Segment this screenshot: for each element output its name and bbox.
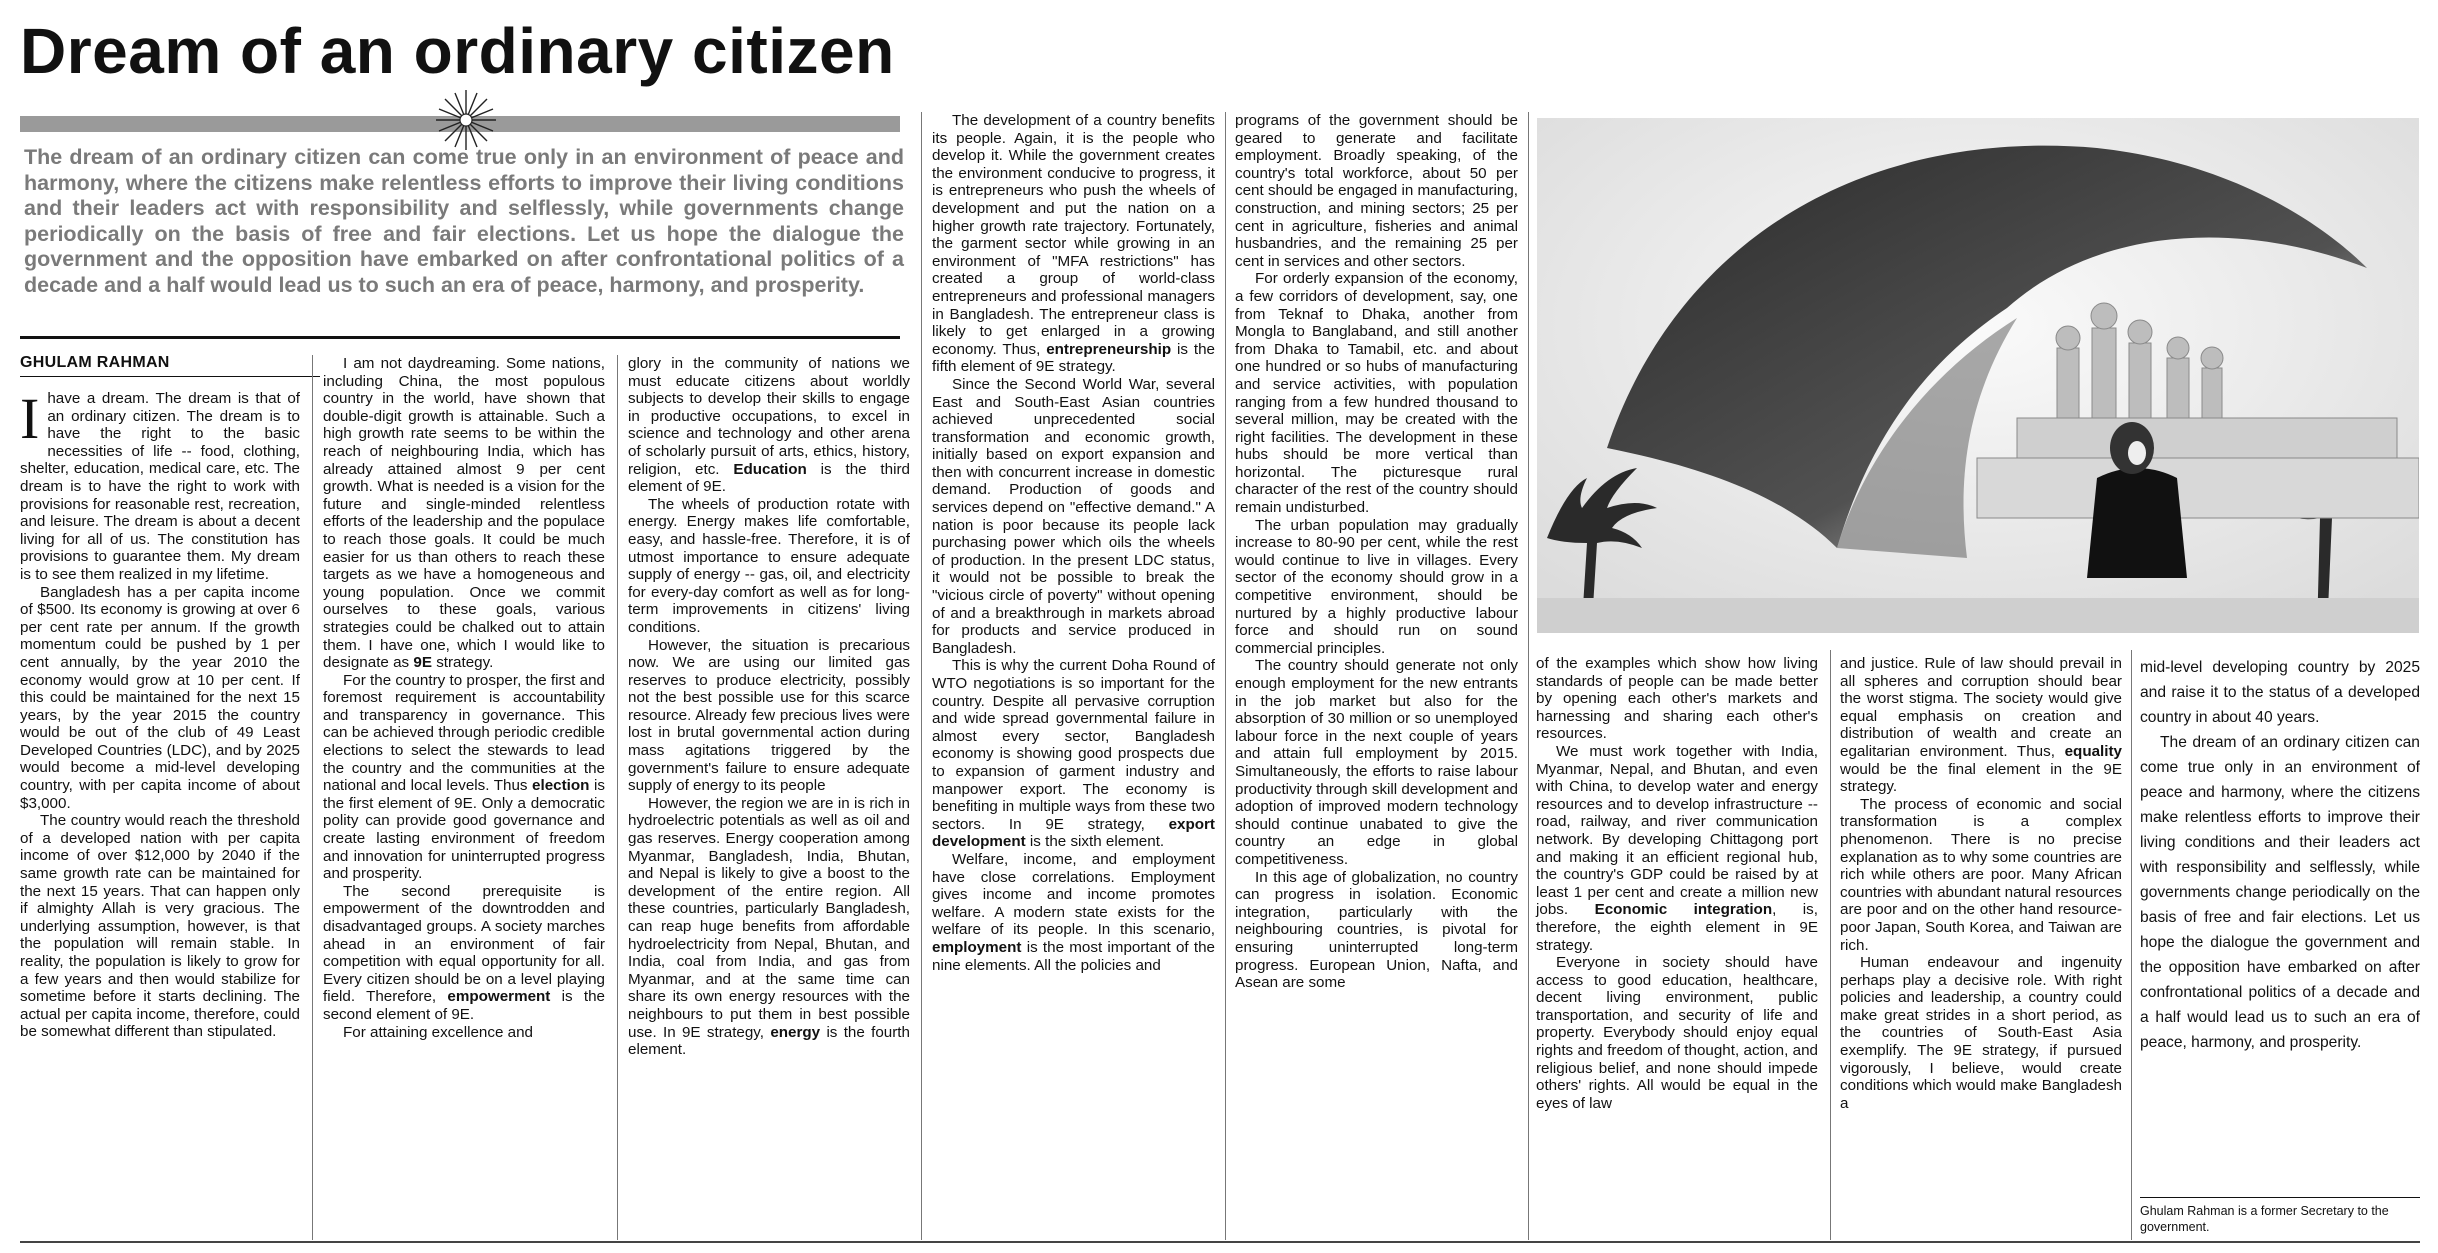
paragraph: I am not daydreaming. Some nations, including China, the most populous country in the world, have shown that double-digit growth is attainable. Such a high growth rate seems to be within the reach of neighbouring India, which has already attained almost 9 per cent growth. What is needed is a vision for the future and single-minded relentless efforts of the leadership and the populace to reach those goals. It could be much easier for us than others to reach these targets as we have a homogeneous and young population. Once we commit ourselves to these goals, various strategies could be chalked out to attain them. I have one, which I would like to designate as 9E strategy. [323,355,605,672]
author-note-rule [2140,1197,2420,1198]
paragraph: Everyone in society should have access to good education, healthcare, decent living environment, public transportation, and security of life and property. Everybody should enjoy equal rights and freedom of thought, action, and religious belief, and none should impede others' rights. All would be equal in the eyes of law [1536,954,1818,1112]
paragraph: The development of a country benefits its people. Again, it is the people who develop it. While the government creates the environment conducive to progress, it is entrepreneurs who push the wheels of development and put the nation on a higher growth rate trajectory. Fortunately, the garment sector while growing in an environment of "MFA restrictions" has created a group of world-class entrepreneurs and professional managers in Bangladesh. The entrepreneur class is likely to get enlarged in a growing economy. Thus, entrepreneurship is the fifth element of 9E strategy. [932,112,1215,376]
starburst-icon [436,90,496,150]
paragraph: Bangladesh has a per capita income of $500. Its economy is growing at over 6 per cent rate per annum. If the growth momentum could be pushed by 1 per cent annually, by the year 2010 the economy would grow at 10 per cent. If this could be maintained for the next 15 years, by the year 2015 the country would be out of the club of 49 Least Developed Countries (LDC), and by 2025 would become a mid-level developing country, with per capita income of about $3,000. [20,583,300,812]
intro-rule [20,336,900,339]
column-1 [20,386,300,1041]
column-5 [1235,112,1518,992]
paragraph: For orderly expansion of the economy, a few corridors of development, say, one from Teknaf to Dhaka, another from Mongla to Banglaband, and still another from Dhaka to Tamabil, etc. and about one hundred or so hubs of manufacturing and service activities, with population ranging from a few hundred thousand to several million, may be created with the right facilities. The development in these hubs should be more vertical than horizontal. The picturesque rural character of the rest of the country should remain undisturbed. [1235,270,1518,517]
paragraph: For the country to prosper, the first and foremost requirement is accountability and transparency in governance. This can be achieved through periodic credible elections to select the stewards to lead the country and the communities at the national and local levels. Thus election is the first element of 9E. Only a democratic polity can provide good governance and create lasting environment of freedom and innovation for uninterrupted progress and prosperity. [323,671,605,883]
paragraph: glory in the community of nations we must educate citizens about worldly subjects to develop their skills to engage in productive occupations, to excel in science and technology and other arena of scholarly pursuit of arts, ethics, history, religion, etc. Education is the third element of 9E. [628,355,910,496]
column-3 [628,355,910,1059]
footer-rule [20,1241,2420,1243]
column-divider [1830,650,1831,1240]
column-2 [323,355,605,1041]
paragraph: Ihave a dream. The dream is that of an ordinary citizen. The dream is to have the right to the basic necessities of life -- food, clothing, shelter, education, medical care, etc. The dream is to have the right to work with provisions for reasonable rest, recreation, and leisure. The dream is about a decent living for all of us. The constitution has provisions to guarantee them. My dream is to see them realized in my lifetime. [20,386,300,583]
paragraph: and justice. Rule of law should prevail in all spheres and corruption should bear the worst stigma. The society would give equal emphasis on creation and distribution of wealth and create an egalitarian environment. Thus, equality would be the final element in the 9E strategy. [1840,655,2122,796]
column-7 [1840,655,2122,1112]
column-divider [1528,112,1529,1240]
byline-rule [20,376,320,377]
paragraph: The process of economic and social transformation is a complex phenomenon. There is no precise explanation as to why some countries are rich while others are poor. Many African countries with abundant natural resources are poor and on the other hand resource-poor Japan, South Korea, and Taiwan are rich. [1840,795,2122,954]
paragraph: In this age of globalization, no country can progress in isolation. Economic integration, particularly with the neighbouring countries, is pivotal for ensuring uninterrupted long-term progress. European Union, Nafta, and Asean are some [1235,868,1518,992]
paragraph: Human endeavour and ingenuity perhaps play a decisive role. With right policies and leadership, a country could make great strides in a short period, as the countries of South-East Asia exemplify. The 9E strategy, if pursued vigorously, I believe, would create conditions which would make Bangladesh a [1840,954,2122,1112]
paragraph: mid-level developing country by 2025 and raise it to the status of a developed country in about 40 years. [2140,659,2420,726]
paragraph: of the examples which show how living standards of people can be made better by opening each other's markets and harnessing and sharing each other's resources. [1536,655,1818,743]
column-divider [617,355,618,1240]
drop-cap: I [20,386,40,451]
paragraph: Welfare, income, and employment have close correlations. Employment gives income and income promotes welfare. A modern state exists for the welfare of its people. In this scenario, employment is the most important of the nine elements. All the policies and [932,850,1215,974]
author-note: Ghulam Rahman is a former Secretary to the government. [2140,1204,2389,1234]
paragraph: The country should generate not only enough employment for the new entrants in the job market but also for the absorption of 30 million or so unemployed labour force in the next couple of years and attain full employment by 2015. Simultaneously, the efforts to raise labour productivity through skill development and adoption of improved modern technology should continue unabated to give the country an edge in global competitiveness. [1235,657,1518,868]
paragraph: This is why the current Doha Round of WTO negotiations is so important for the country. Despite all pervasive corruption and wide spread governmental failure in almost every sector, Bangladesh economy is showing good prospects due to expansion of garment industry and manpower export. The economy is benefiting in multiple ways from these two sectors. In 9E strategy, export development is the sixth element. [932,657,1215,851]
paragraph: The country would reach the threshold of a developed nation with per capita income of over $12,000 by 2040 if the same growth rate can be maintained for the next 15 years. That can happen only if almighty Allah is very gracious. The underlying assumption, however, is that the population will remain stable. In reality, the population is likely to grow for a few years and then would stabilize for sometime before it starts declining. The actual per capita income, therefore, could be somewhat different than stipulated. [20,812,300,1041]
paragraph: However, the situation is precarious now. We are using our limited gas reserves to produce electricity, possibly not the best possible use for this scarce resource. Already few precious lives were lost in brutal governmental action during mass agitations triggered by the government's failure to ensure adequate supply of energy to its people [628,636,910,795]
article-photo [1537,118,2419,633]
paragraph: The wheels of production rotate with energy. Energy makes life comfortable, easy, and hassle-free. Therefore, it is of utmost importance to ensure adequate supply of energy -- gas, oil, and electricity for every-day comfort as well as for long-term improvements in citizens' living conditions. [628,495,910,636]
column-6 [1536,655,1818,1112]
paragraph: programs of the government should be geared to generate and facilitate employment. Broadly speaking, of the country's total workforce, about 50 per cent should be engaged in manufacturing, construction, and mining sectors; 25 per cent in agriculture, fisheries and animal husbandries, and the remaining 25 per cent in services and other sectors. [1235,112,1518,270]
paragraph: The urban population may gradually increase to 80-90 per cent, while the rest would continue to live in villages. Every sector of the economy should grow in a competitive environment, should be nurtured by a highly productive labour force and should run on sound commercial principles. [1235,516,1518,657]
byline: GHULAM RAHMAN [20,354,170,371]
paragraph: The second prerequisite is empowerment of the downtrodden and disadvantaged groups. A society marches ahead in an environment of fair competition with equal opportunity for all. Every citizen should be on a level playing field. Therefore, empowerment is the second element of 9E. [323,882,605,1023]
column-8 [2140,655,2420,1055]
paragraph: We must work together with India, Myanmar, Nepal, and Bhutan, and even with China, to develop water and energy resources and to develop infrastructure -- road, railway, and river communication network. By developing Chittagong port and making it an efficient regional hub, the country's GDP could be raised by at least 1 per cent and create a million new jobs. Economic integration, is, therefore, the eighth element in 9E strategy. [1536,742,1818,954]
paragraph: For attaining excellence and [343,1023,533,1041]
paragraph: The dream of an ordinary citizen can come true only in an environment of peace and harmony, where the citizens make relentless efforts to improve their living conditions and their leaders act with responsibility and selflessly, while governments change periodically on the basis of free and fair elections. Let us hope the dialogue the government and the opposition have embarked on after confrontational politics of a decade and a half would lead us to such an era of peace, harmony, and prosperity. [2140,734,2420,1051]
intro-summary: The dream of an ordinary citizen can come true only in an environment of peace and harmony, where the citizens make relentless efforts to improve their living conditions and their leaders act with responsibility and selflessly, while governments change periodically on the basis of free and fair elections. Let us hope the dialogue the government and the opposition have embarked on after confrontational politics of a decade and a half would lead us to such an era of peace, harmony, and prosperity. [24,145,904,297]
column-divider [312,355,313,1240]
column-divider [1225,112,1226,1240]
headline: Dream of an ordinary citizen [20,15,895,87]
column-4 [932,112,1215,974]
column-divider [2131,650,2132,1240]
monument-photo-icon [1537,118,2419,633]
paragraph: Since the Second World War, several East and South-East Asian countries achieved unprecedented social transformation and economic growth, initially based on export expansion and then with concurrent increase in domestic demand. Production of goods and services depend on "effective demand." A nation is poor because its people lack purchasing power which oils the wheels of production. In the present LDC status, it would not be possible to break the "vicious circle of poverty" without opening of and a breakthrough in markets abroad for products and service produced in Bangladesh. [932,375,1215,657]
column-divider [921,112,922,1240]
paragraph: However, the region we are in is rich in hydroelectric potentials as well as oil and gas reserves. Energy cooperation among Myanmar, Bangladesh, India, Bhutan, and Nepal is likely to give a boost to the development of the entire region. All these countries, particularly Bangladesh, can reap huge benefits from affordable hydroelectricity from Nepal, Bhutan, and India, coal from India, and gas from Myanmar, and at the same time can share its own energy resources with the neighbours to put them in best possible use. In 9E strategy, energy is the fourth element. [628,794,910,1059]
